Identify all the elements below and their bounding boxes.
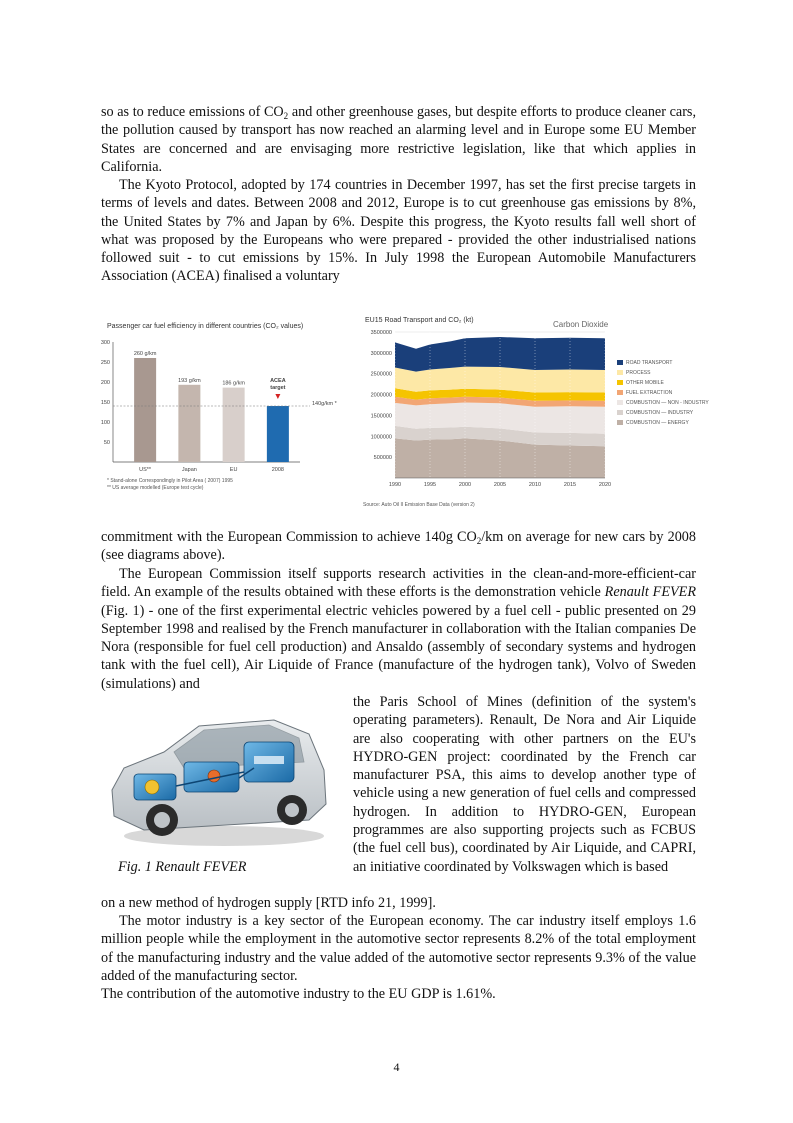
co2-area-chart	[355, 310, 715, 515]
chart1-x-tick-label: 2008	[271, 467, 284, 473]
paragraph-1	[101, 103, 696, 176]
chart1-y-tick-label: 150	[100, 400, 110, 406]
figure-caption: Fig. 1 Renault FEVER	[118, 859, 247, 875]
chart2-y-tick-label: 1000000	[370, 434, 392, 441]
chart1-y-tick-label: 300	[100, 340, 110, 346]
chart2-y-tick-label: 2000000	[370, 392, 392, 399]
chart2-series-area	[395, 337, 605, 372]
chart2-y-tick-label: 500000	[373, 455, 392, 462]
fuel-efficiency-chart	[95, 316, 345, 506]
chart2-legend-swatch	[617, 390, 623, 395]
chart2-source-note: Source: Auto Oil II Emission Base Data (version 2)	[363, 502, 475, 508]
paragraph-3	[101, 528, 696, 565]
chart1-y-tick-label: 200	[100, 380, 110, 386]
chart2-x-tick-label: 1990	[388, 482, 402, 488]
chart2-legend-label: PROCESS	[626, 370, 651, 376]
chart1-data-label: 193 g/km	[178, 377, 201, 384]
chart2-y-tick-label: 1500000	[370, 413, 392, 420]
chart2-legend-swatch	[617, 360, 623, 365]
chart1-x-tick-label: US**	[139, 467, 152, 473]
chart1-bar	[134, 358, 156, 462]
chart2-legend-label: COMBUSTION — NON - INDUSTRY	[626, 400, 709, 406]
chart2-x-tick-label: 2005	[493, 482, 507, 488]
chart1-data-label: 186 g/km	[222, 380, 245, 387]
chart2-x-tick-label: 2010	[528, 482, 542, 488]
chart1-x-tick-label: EU	[229, 467, 238, 473]
chart2-legend-swatch	[617, 370, 623, 375]
paragraph-4	[101, 565, 696, 693]
chart2-title: EU15 Road Transport and CO₂ (kt)	[365, 317, 474, 324]
chart1-bar	[178, 385, 200, 462]
chart1-title: Passenger car fuel efficiency in different countries (CO₂ values)	[107, 323, 304, 330]
paragraph-5: The motor industry is a key sector of the European economy. The car industry itself employs 1.6 million people while the employment in the automotive sector represents 8.2% of the total employment of the manufacturing industry and the value added of the automotive sector represents 9.3% of the value added of the manufacturing sector.	[101, 913, 696, 984]
paragraph-4-text-a: The European Commission itself supports research activities in the clean-and-more-efficient-car field. An example of the results obtained with these efforts is the demonstration vehicle	[101, 566, 696, 601]
paragraph-4-text-b: (Fig. 1) - one of the first experimental electric vehicles powered by a fuel cell - public presented on 29 September 1998 and realised by the French manufacturer in collaboration with the Italian companies De Nora (responsible for fuel cell production) and Ansaldo (assembly of secondary systems and hydrogen tank with the fuel cell), Air Liquide of France (manufacture of the hydrogen tank), Volvo of Sweden (simulations) and	[101, 602, 696, 692]
renault-fever-illustration	[104, 712, 330, 850]
chart1-y-tick-label: 250	[100, 360, 110, 366]
paragraph-4-wrap: the Paris School of Mines (definition of the system's operating parameters). Renault, De Nora and Air Liquide are also cooperating with other partners on the EU's HYDRO-GEN project: coordinated by the French car manufacturer PSA, this aims to develop another type of vehicle using a new generation of fuel cells and compressed hydrogen. In addition to HYDRO-GEN, European programmes are also supporting projects such as FCBUS (the fuel cell bus), coordinated by Air Liquide, and CAPRI, an initiative coordinated by Volkswagen which is based	[353, 694, 696, 875]
chart2-y-tick-label: 3500000	[370, 330, 392, 336]
chart2-legend-label: COMBUSTION — ENERGY	[626, 420, 689, 426]
chart2-legend-swatch	[617, 410, 623, 415]
chart1-y-tick-label: 100	[100, 420, 110, 426]
page-number: 4	[393, 1060, 400, 1074]
chart2-x-tick-label: 2015	[563, 482, 577, 488]
paragraph-4-end: on a new method of hydrogen supply [RTD info 21, 1999].	[101, 895, 436, 911]
chart1-annotation: ACEA	[270, 378, 286, 384]
paragraph-2: The Kyoto Protocol, adopted by 174 countries in December 1997, has set the first precise targets in terms of levels and dates. Between 2008 and 2012, Europe is to cut greenhouse gas emissions by 8%, the United States by 7% and Japan by 6%. Despite this progress, the Kyoto results fall well short of what was proposed by the Europeans who were prepared - provided the other industrialised nations followed suit - to cut emissions by 15%. In July 1998 the European Automobile Manufacturers Association (ACEA) finalised a voluntary	[101, 177, 696, 285]
chart1-target-arrow	[275, 394, 280, 399]
chart2-y-tick-label: 3000000	[370, 350, 392, 357]
paragraph-1-subscript: 2	[283, 111, 289, 121]
paragraph-6: The contribution of the automotive industry to the EU GDP is 1.61%.	[101, 986, 496, 1002]
chart1-bar	[223, 388, 245, 462]
chart2-x-tick-label: 2020	[598, 482, 612, 488]
chart1-annotation: target	[270, 385, 286, 391]
chart2-x-tick-label: 1995	[423, 482, 437, 488]
chart2-x-tick-label: 2000	[458, 482, 472, 488]
vehicle-name: Renault FEVER	[604, 584, 696, 601]
chart2-series-area	[395, 367, 605, 393]
chart2-subtitle: Carbon Dioxide	[553, 320, 609, 329]
chart2-legend-label: OTHER MOBILE	[626, 380, 664, 386]
chart2-legend-swatch	[617, 400, 623, 405]
chart2-legend-label: COMBUSTION — INDUSTRY	[626, 410, 694, 416]
chart1-footnote: ** US average modelled (Europe test cycle)	[107, 485, 204, 491]
chart1-x-tick-label: Japan	[181, 467, 197, 473]
chart1-bar	[267, 406, 289, 462]
chart2-legend-label: ROAD TRANSPORT	[626, 360, 673, 366]
chart1-y-tick-label: 50	[103, 440, 110, 446]
paragraph-3-subscript: 2	[476, 536, 482, 546]
paragraph-3-text-a: commitment with the European Commission to achieve 140g CO	[101, 529, 477, 545]
chart2-y-tick-label: 2500000	[370, 371, 392, 378]
chart2-legend-swatch	[617, 420, 623, 425]
chart2-legend-swatch	[617, 380, 623, 385]
chart1-reference-label: 140g/km *	[312, 401, 337, 407]
chart1-data-label: 260 g/km	[133, 351, 157, 357]
paragraph-1-text-b: and other greenhouse gases, but despite efforts to produce cleaner cars, the pollution caused by transport has now reached an alarming level and in Europe some EU Member States are concerned and are envisaging more restrictive legislation, like that which applies in California.	[101, 104, 696, 175]
paragraph-3-text-b: /km on average for new cars by 2008 (see diagrams above).	[101, 529, 696, 564]
paragraph-1-text-a: so as to reduce emissions of CO	[101, 104, 284, 120]
chart2-legend-label: FUEL EXTRACTION	[626, 390, 673, 396]
chart1-footnote: * Stand-alone Correspondingly in Pilot Area ( 2007) 1995	[107, 478, 233, 484]
